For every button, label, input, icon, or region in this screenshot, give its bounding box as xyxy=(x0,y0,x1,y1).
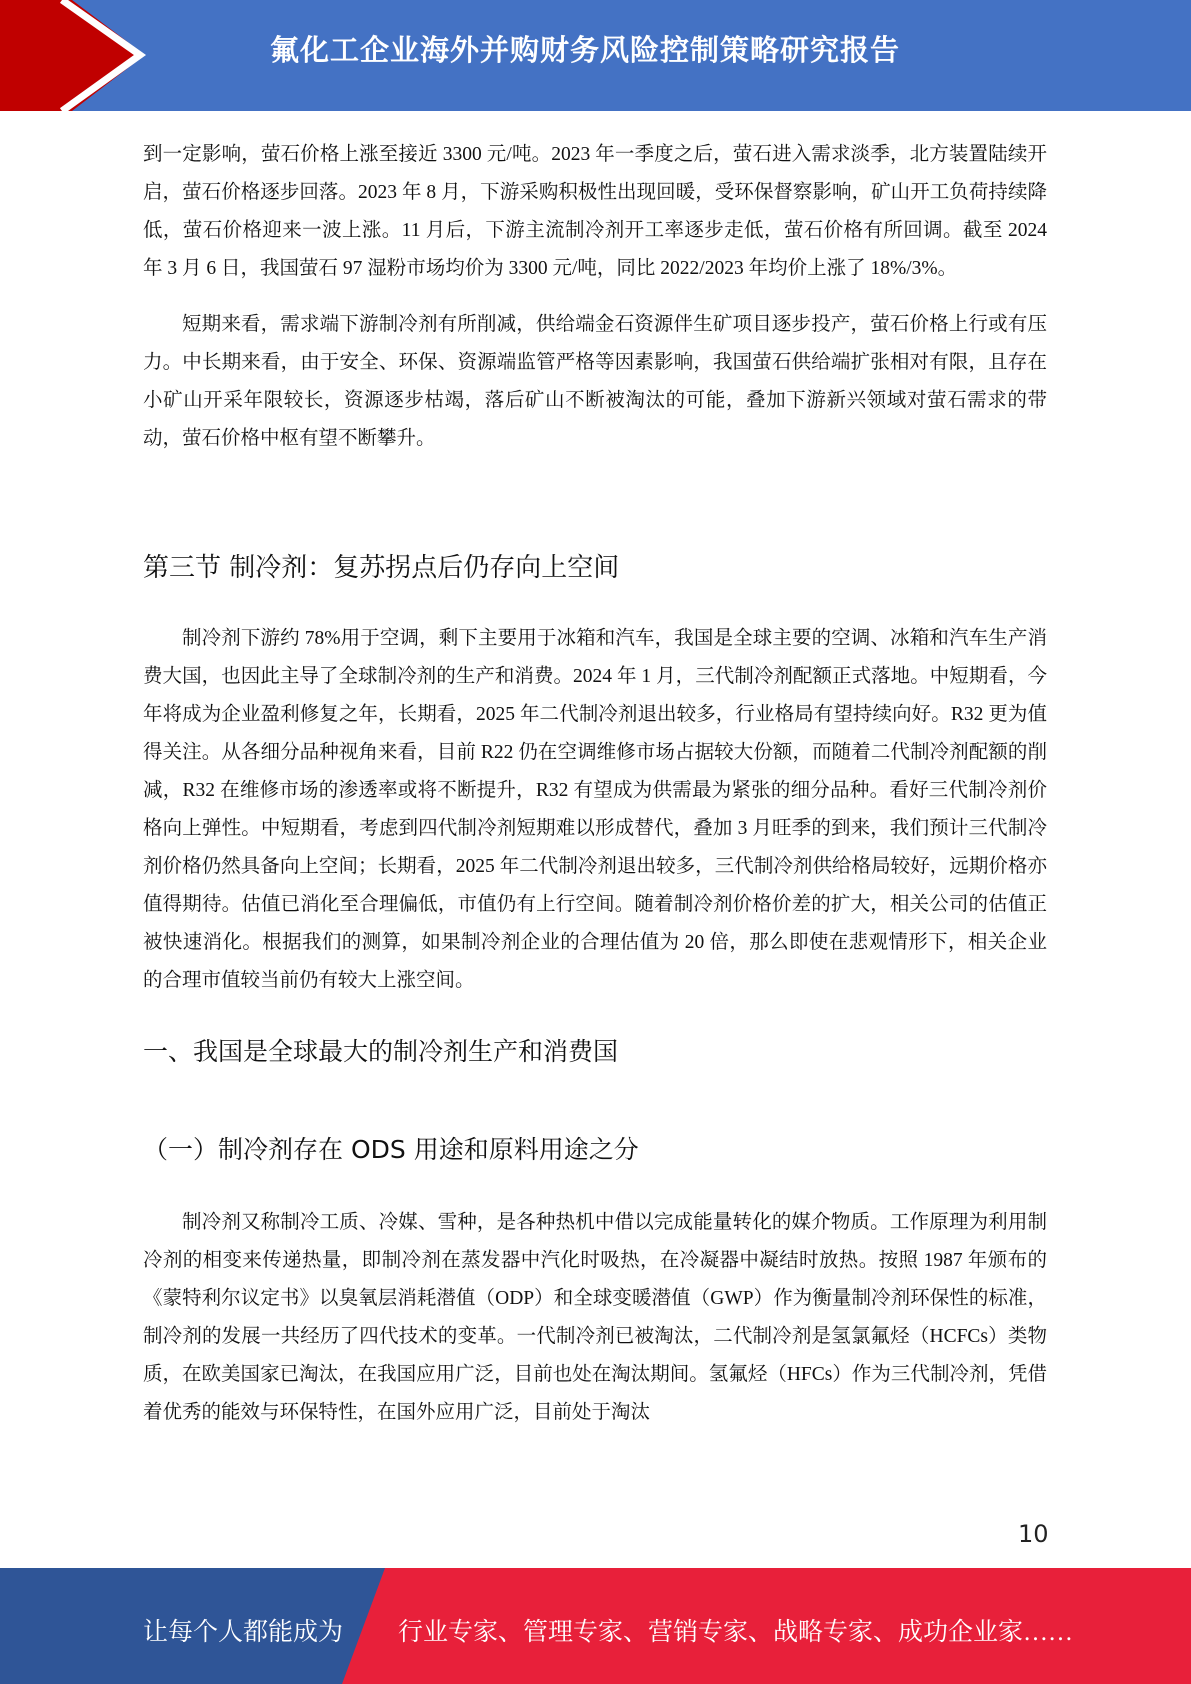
paragraph-refrigerant-overview: 制冷剂下游约 78%用于空调，剩下主要用于冰箱和汽车，我国是全球主要的空调、冰箱和汽车生产消费大国，也因此主导了全球制冷剂的生产和消费。2024 年 1 月，三代制冷剂配额正式落地。中短期看，今年将成为企业盈利修复之年，长期看，2025 年二代制冷剂退出较多，行业格局有望持续向好。R32 更为值得关注。从各细分品种视角来看，目前 R22 仍在空调维修市场占据较大份额，而随着二代制冷剂配额的削减，R32 在维修市场的渗透率或将不断提升，R32 有望成为供需最为紧张的细分品种。看好三代制冷剂价格向上弹性。中短期看，考虑到四代制冷剂短期难以形成替代，叠加 3 月旺季的到来，我们预计三代制冷剂价格仍然具备向上空间；长期看，2025 年二代制冷剂退出较多，三代制冷剂供给格局较好，远期价格亦值得期待。估值已消化至合理偏低，市值仍有上行空间。随着制冷剂价格价差的扩大，相关公司的估值正被快速消化。根据我们的测算，如果制冷剂企业的合理估值为 20 倍，那么即使在悲观情形下，相关企业的合理市值较当前仍有较大上涨空间。 xyxy=(143,628,1047,991)
subheading-largest-producer: 一、我国是全球最大的制冷剂生产和消费国 xyxy=(143,1037,619,1066)
footer-slogan-left: 让每个人都能成为 xyxy=(143,1619,344,1646)
paragraph-refrigerant-definition: 制冷剂又称制冷工质、冷媒、雪种，是各种热机中借以完成能量转化的媒介物质。工作原理为利用制冷剂的相变来传递热量，即制冷剂在蒸发器中汽化时吸热，在冷凝器中凝结时放热。按照 1987 年颁布的《蒙特利尔议定书》以臭氧层消耗潜值（ODP）和全球变暖潜值（GWP）作为衡量制冷剂环保性的标准，制冷剂的发展一共经历了四代技术的变革。一代制冷剂已被淘汰，二代制冷剂是氢氯氟烃（HCFCs）类物质，在欧美国家已淘汰，在我国应用广泛，目前也处在淘汰期间。氢氟烃（HFCs）作为三代制冷剂，凭借着优秀的能效与环保特性，在国外应用广泛，目前处于淘汰 xyxy=(143,1212,1047,1423)
section-heading: 第三节 制冷剂：复苏拐点后仍存向上空间 xyxy=(143,553,620,583)
page-footer xyxy=(0,1568,1191,1684)
paragraph-fluorite-price: 到一定影响，萤石价格上涨至接近 3300 元/吨。2023 年一季度之后，萤石进入需求淡季，北方装置陆续开启，萤石价格逐步回落。2023 年 8 月，下游采购积极性出现回暖，受环保督察影响，矿山开工负荷持续降低，萤石价格迎来一波上涨。11 月后，下游主流制冷剂开工率逐步走低，萤石价格有所回调。截至 2024 年 3 月 6 日，我国萤石 97 湿粉市场均价为 3300 元/吨，同比 2022/2023 年均价上涨了 18%/3%。 xyxy=(143,144,1047,279)
footer-slogan-right: 行业专家、管理专家、营销专家、战略专家、成功企业家…… xyxy=(398,1619,1074,1646)
page-number: 10 xyxy=(1018,1520,1049,1548)
page-content xyxy=(143,136,1047,1432)
subheading-ods-usage: （一）制冷剂存在 ODS 用途和原料用途之分 xyxy=(143,1135,639,1164)
paragraph-fluorite-outlook: 短期来看，需求端下游制冷剂有所削减，供给端金石资源伴生矿项目逐步投产，萤石价格上行或有压力。中长期来看，由于安全、环保、资源端监管严格等因素影响，我国萤石供给端扩张相对有限，且存在小矿山开采年限较长，资源逐步枯竭，落后矿山不断被淘汰的可能，叠加下游新兴领域对萤石需求的带动，萤石价格中枢有望不断攀升。 xyxy=(143,314,1047,449)
report-title: 氟化工企业海外并购财务风险控制策略研究报告 xyxy=(270,33,901,67)
page-header xyxy=(0,0,1191,111)
